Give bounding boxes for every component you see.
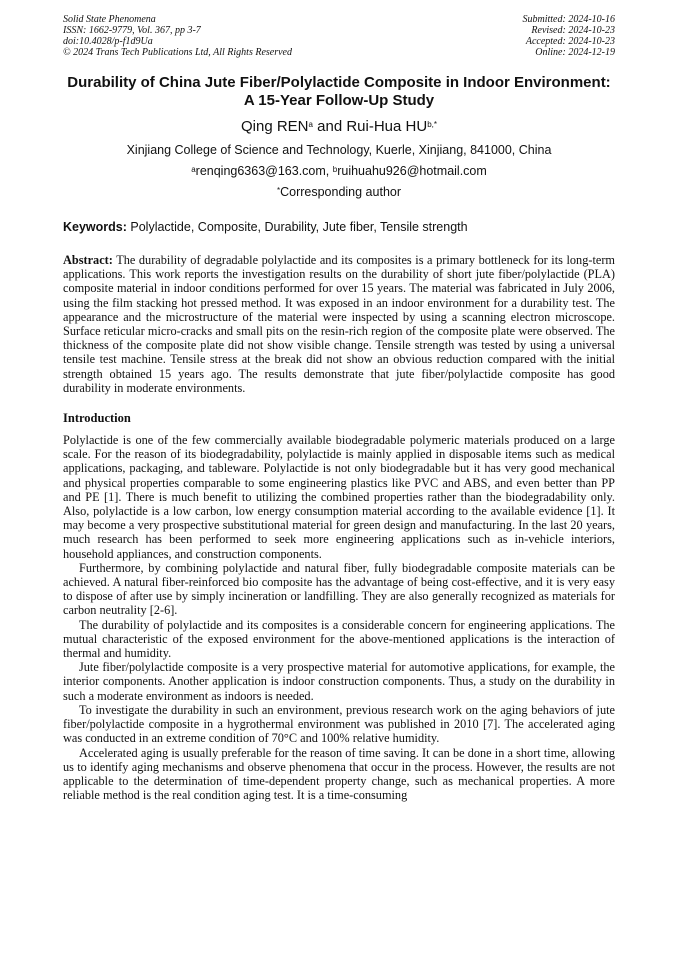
corresponding-author-note [63,185,615,200]
date-revised: Revised: 2024-10-23 [531,25,615,36]
author-2: Rui-Hua HU [346,118,428,135]
keywords-label: Keywords: [63,220,127,234]
paper-title: Durability of China Jute Fiber/Polylactide Composite in Indoor Environment: A 15-Year Follow-Up Study [67,74,611,109]
intro-paragraph-5: To investigate the durability in such an environment, previous research work on the aging behaviors of jute fiber/polylactide composite in a hygrothermal environment was published in 2010 [7]. The accelerated aging was conducted in an extreme condition of 70°C and 100% relative humidity. [63,702,615,746]
paper-page [63,14,615,802]
abstract [63,253,615,395]
journal-name: Solid State Phenomena [63,14,156,25]
corr-sup: * [276,186,281,195]
abstract-text: The durability of degradable polylactide and its composites is a primary bottleneck for its long-term applications. This work reports the investigation results on the durability of short jute fiber/polylactide (PLA) composite material in indoor conditions performed for over 15 years. The material was fabricated in July 2006, using the film stacking hot pressed method. It was exposed in an indoor environment for a durability test. The appearance and the microstructure of the material were inspected by using a scanning electron microscope. Surface reticular micro-cracks and small pits on the resin-rich region of the composite plate were observed. The thickness of the composite plate did not show visible change. Tensile strength was tested by using a universal tensile test machine. Tensile stress at the break did not show an obvious reduction compared with the initial strength obtained 15 years ago. The results demonstrate that jute fiber/polylactide composite has good durability in moderate environments. [63,253,615,395]
author-and: and [312,118,347,135]
journal-info [63,14,292,58]
date-submitted: Submitted: 2024-10-16 [522,14,615,25]
section-heading-introduction: Introduction [63,411,131,426]
intro-paragraph-6: Accelerated aging is usually preferable for the reason of time saving. It can be done in a short time, allowing us to identify aging mechanisms and observe phenomena that occur in the process. However, the results are not applicable to the determination of time-dependent property change, such as mechanical properties. A more reliable method is the real condition aging test. It is a time-consuming [63,745,615,803]
date-online: Online: 2024-12-19 [535,47,615,58]
affiliation: Xinjiang College of Science and Technology, Kuerle, Xinjiang, 841000, China [126,143,552,157]
abstract-label: Abstract: [63,253,113,267]
author-line [63,118,615,136]
keywords [63,220,615,235]
author-2-sup: b,* [427,120,437,129]
publication-dates [523,14,616,58]
corr-text: Corresponding author [280,185,402,199]
journal-issn: ISSN: 1662-9779, Vol. 367, pp 3-7 [63,25,201,36]
email-b: ruihuahu926@hotmail.com [337,164,487,178]
intro-paragraph-4: Jute fiber/polylactide composite is a very prospective material for automotive applications, for example, the interior components. Another application is indoor construction components. Thus, a study on the durability in such a moderate environment as indoors is needed. [63,660,615,703]
email-a-sup: a [191,165,196,174]
intro-paragraph-3: The durability of polylactide and its composites is a considerable concern for engineering applications. The mutual characteristic of the exposed environment for the above-mentioned applications is the interaction of thermal and humidity. [63,617,615,661]
keywords-text: Polylactide, Composite, Durability, Jute fiber, Tensile strength [130,220,468,234]
author-1: Qing REN [240,118,309,135]
date-accepted: Accepted: 2024-10-23 [525,36,615,47]
intro-paragraph-1: Polylactide is one of the few commercially available biodegradable polymeric materials produced on a large scale. For the reason of its biodegradability, polylactide is mainly applied in disposable items such as medical applications, packaging, and tableware. Polylactide is not only biodegradable but it has very good mechanical and physical properties comparable to some engineering plastics like PVC and ABS, and even better than PP and PE [1]. There is much benefit to utilizing the combined properties rather than the biodegradability only. Also, polylactide is a low carbon, low energy consumption material according to the available evidence [1]. It may become a very prospective substitutional material for green design and manufacturing. In the last 20 years, much research has been performed to seek more engineering applications such as in-vehicle interiors, household appliances, and construction components. [63,433,615,561]
email-a: renqing6363@163.com, [195,164,333,178]
journal-doi: doi:10.4028/p-f1d9Ua [63,36,153,47]
author-emails [63,164,615,179]
author-1-sup: a [308,120,313,129]
intro-paragraph-2: Furthermore, by combining polylactide and natural fiber, fully biodegradable composite materials can be achieved. A natural fiber-reinforced bio composite has the advantage of being cost-effective, and it is very easy to dispose of after use by simply incineration or landfilling. They are also generally recognized as materials for carbon neutrality [2-6]. [63,560,615,618]
journal-copyright: © 2024 Trans Tech Publications Ltd, All Rights Reserved [63,47,292,58]
journal-header [63,14,615,58]
email-b-sup: b [332,165,338,174]
